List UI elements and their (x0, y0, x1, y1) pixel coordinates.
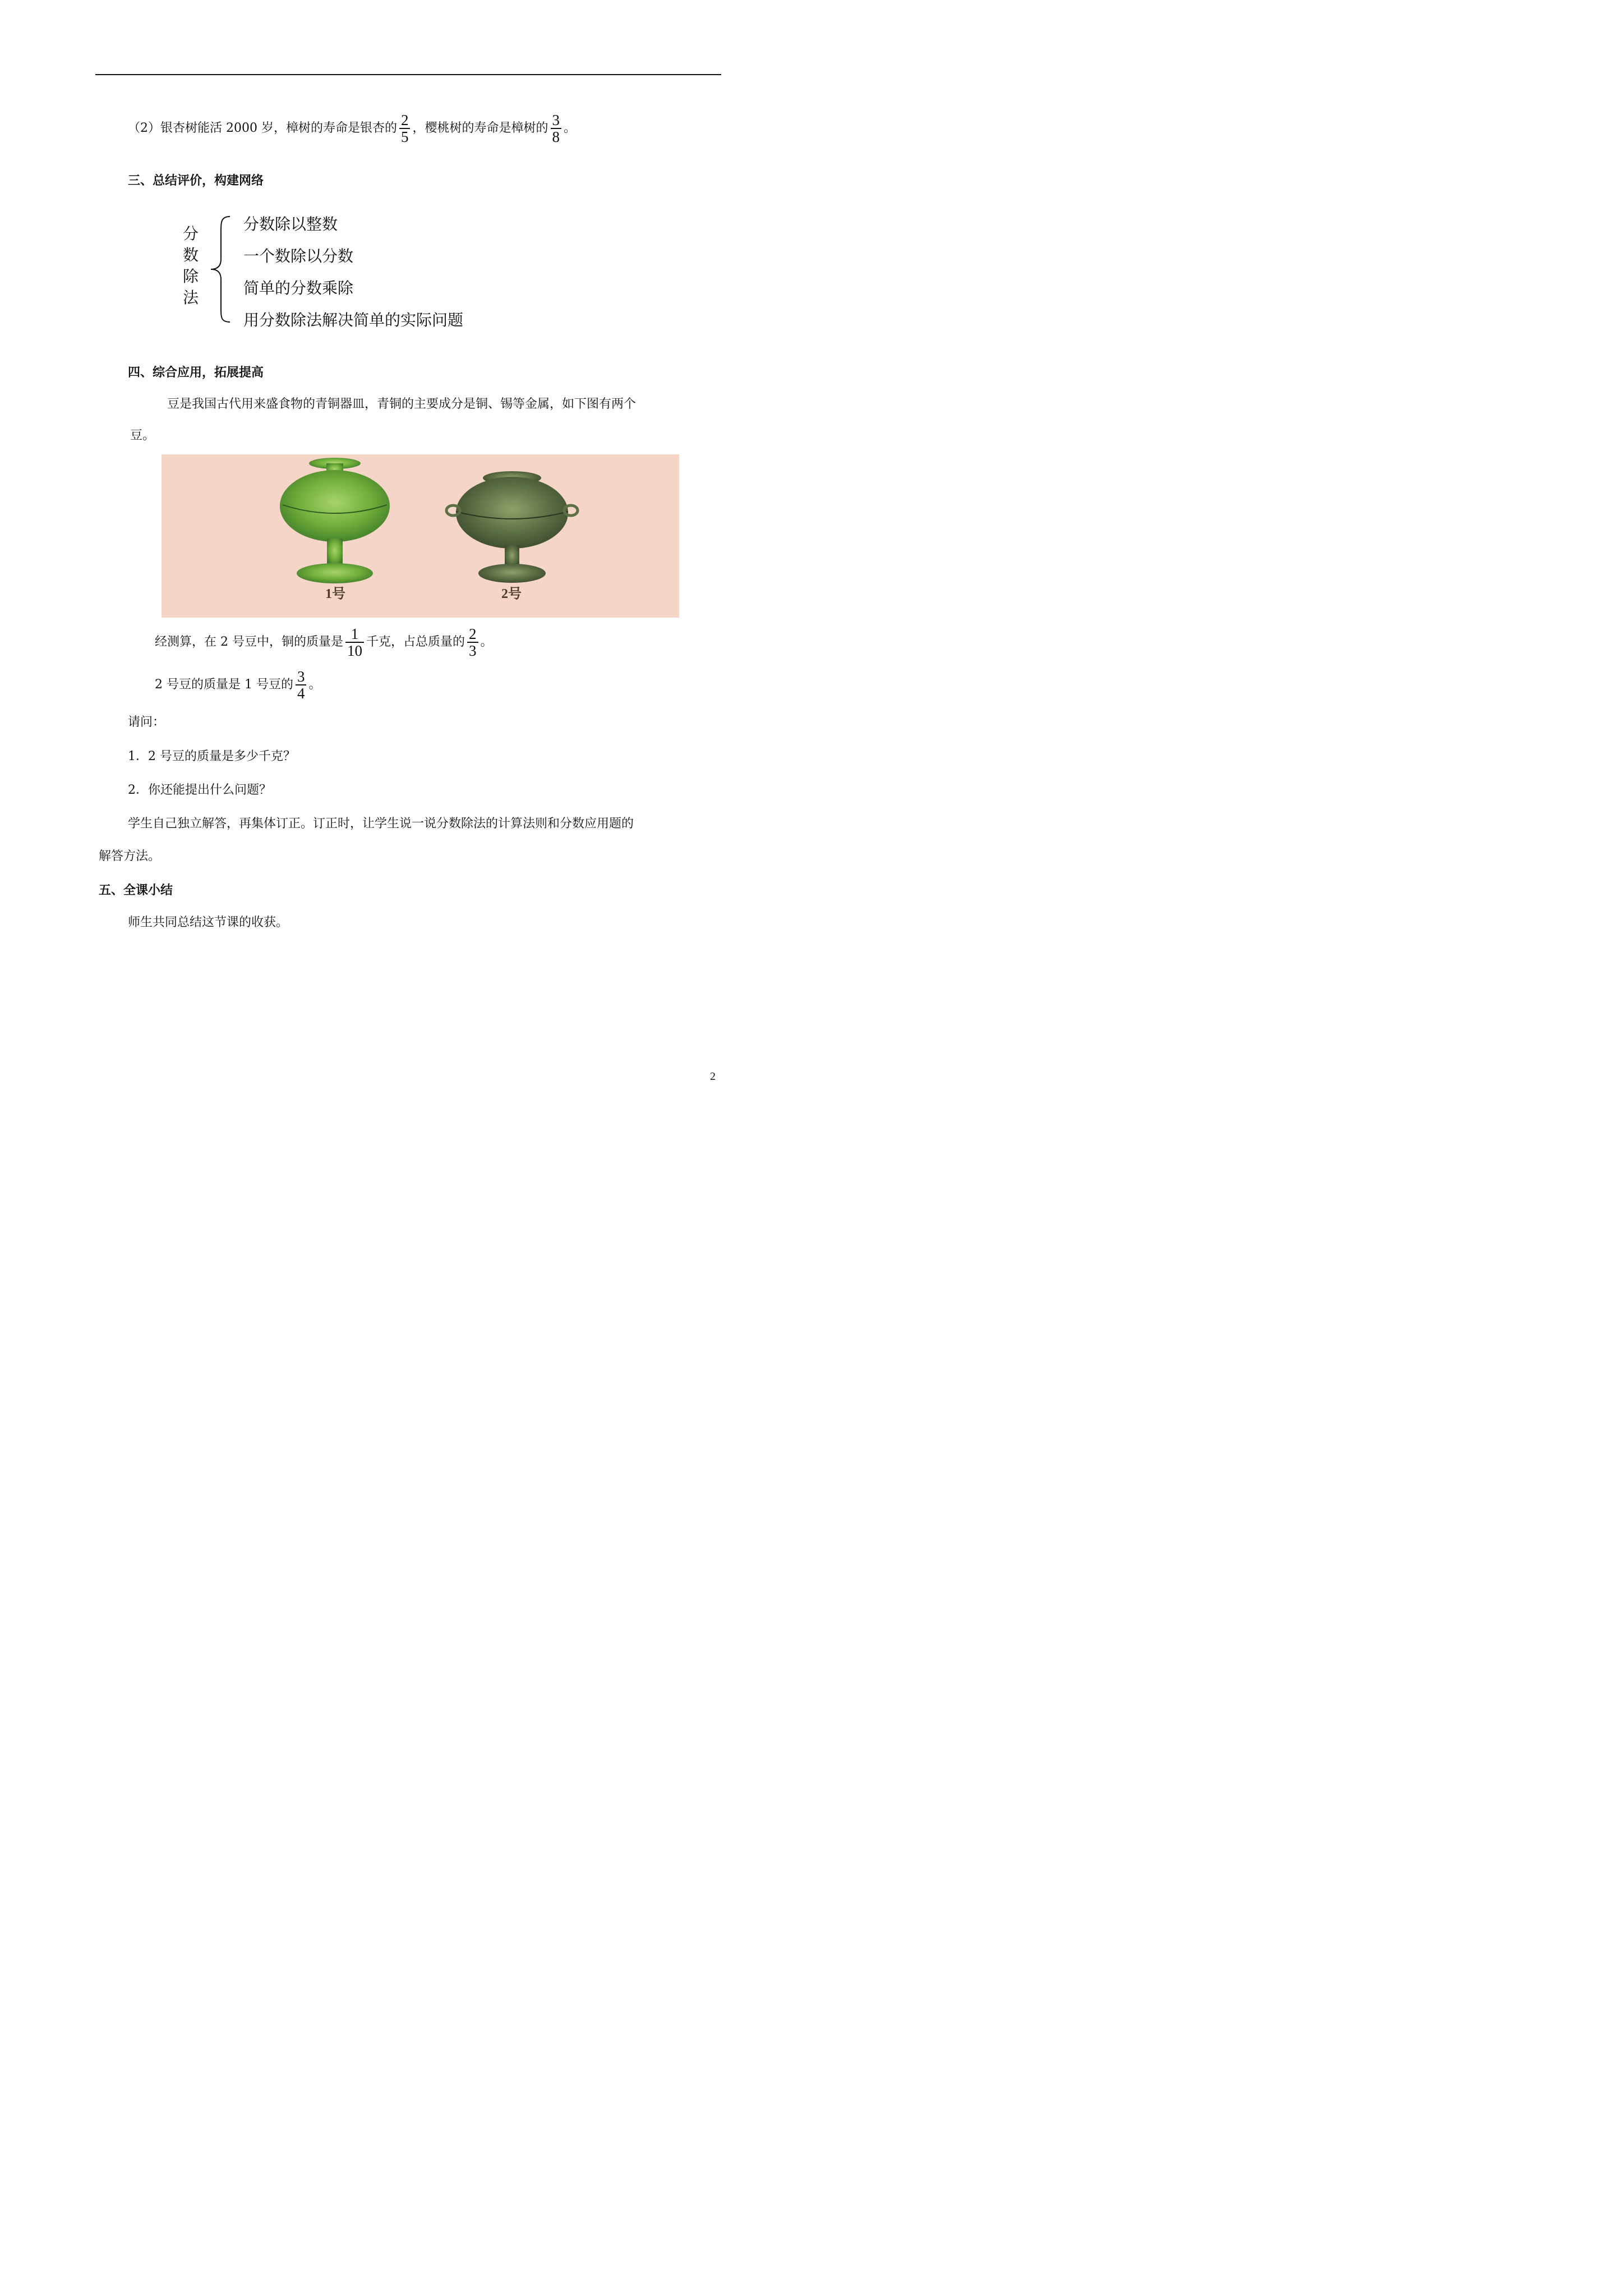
section5-heading: 五、全课小结 (99, 883, 173, 898)
fraction-two-thirds (467, 626, 478, 659)
ratio-end: 。 (308, 678, 321, 692)
measure-prefix: 经测算，在 2 号豆中，铜的质量是 (155, 635, 343, 649)
section3-heading: 三、总结评价，构建网络 (128, 173, 264, 188)
curly-brace-icon (208, 214, 236, 324)
item2-end: 。 (564, 121, 577, 135)
ratio-line (155, 669, 321, 701)
item2-line (128, 112, 576, 145)
page-number: 2 (710, 1070, 716, 1083)
item2-mid: ，樱桃树的寿命是樟树的 (412, 121, 548, 135)
network-root-char: 法 (182, 288, 199, 307)
network-branch-3: 简单的分数乘除 (243, 279, 354, 297)
section4-intro-line2: 豆。 (130, 429, 155, 443)
network-root-char: 数 (182, 246, 199, 264)
vessel-2-label: 2号 (501, 587, 522, 601)
measure-line (155, 626, 493, 659)
ratio-prefix: 2 号豆的质量是 1 号豆的 (155, 678, 293, 692)
fraction-two-fifths (399, 112, 411, 145)
measure-end: 。 (480, 635, 493, 649)
vessel-1-icon (280, 458, 390, 583)
fraction-denominator: 8 (552, 128, 560, 145)
fraction-denominator: 5 (400, 128, 409, 145)
network-branch-4: 用分数除法解决简单的实际问题 (243, 311, 464, 329)
fraction-denominator: 4 (297, 685, 305, 702)
fraction-numerator: 2 (467, 626, 478, 643)
section5-text: 师生共同总结这节课的收获。 (128, 915, 289, 930)
question-1: 1．2 号豆的质量是多少千克？ (128, 749, 296, 763)
measure-mid: 千克，占总质量的 (366, 635, 465, 649)
note-line1: 学生自己独立解答，再集体订正。订正时，让学生说一说分数除法的计算法则和分数应用题的 (128, 817, 634, 831)
header-rule (95, 74, 721, 75)
fraction-denominator: 3 (469, 642, 477, 659)
fraction-numerator: 3 (296, 669, 307, 685)
fraction-three-quarters (296, 669, 307, 701)
fraction-numerator: 2 (399, 112, 411, 129)
section4-heading: 四、综合应用，拓展提高 (128, 365, 264, 380)
fraction-denominator: 10 (347, 642, 362, 659)
fraction-one-tenth (345, 626, 364, 659)
fraction-three-eighths (551, 112, 562, 145)
vessel-2-icon (446, 471, 578, 583)
bronze-dou-figure (162, 454, 679, 618)
network-root-char: 分 (182, 224, 199, 243)
network-branch-2: 一个数除以分数 (243, 247, 354, 265)
fraction-numerator: 1 (345, 626, 364, 643)
network-root-char: 除 (182, 267, 199, 286)
section4-intro-line1: 豆是我国古代用来盛食物的青铜器皿，青铜的主要成分是铜、锡等金属，如下图有两个 (167, 397, 637, 411)
vessel-1-label: 1号 (325, 587, 345, 601)
item2-prefix: （2）银杏树能活 2000 岁，樟树的寿命是银杏的 (128, 121, 397, 135)
note-line2: 解答方法。 (99, 849, 161, 863)
ask-label: 请问： (128, 715, 165, 729)
bronze-vessels-image (162, 454, 679, 618)
network-branch-1: 分数除以整数 (243, 215, 338, 233)
fraction-numerator: 3 (551, 112, 562, 129)
network-root (181, 223, 201, 309)
question-2: 2．你还能提出什么问题？ (128, 783, 271, 797)
